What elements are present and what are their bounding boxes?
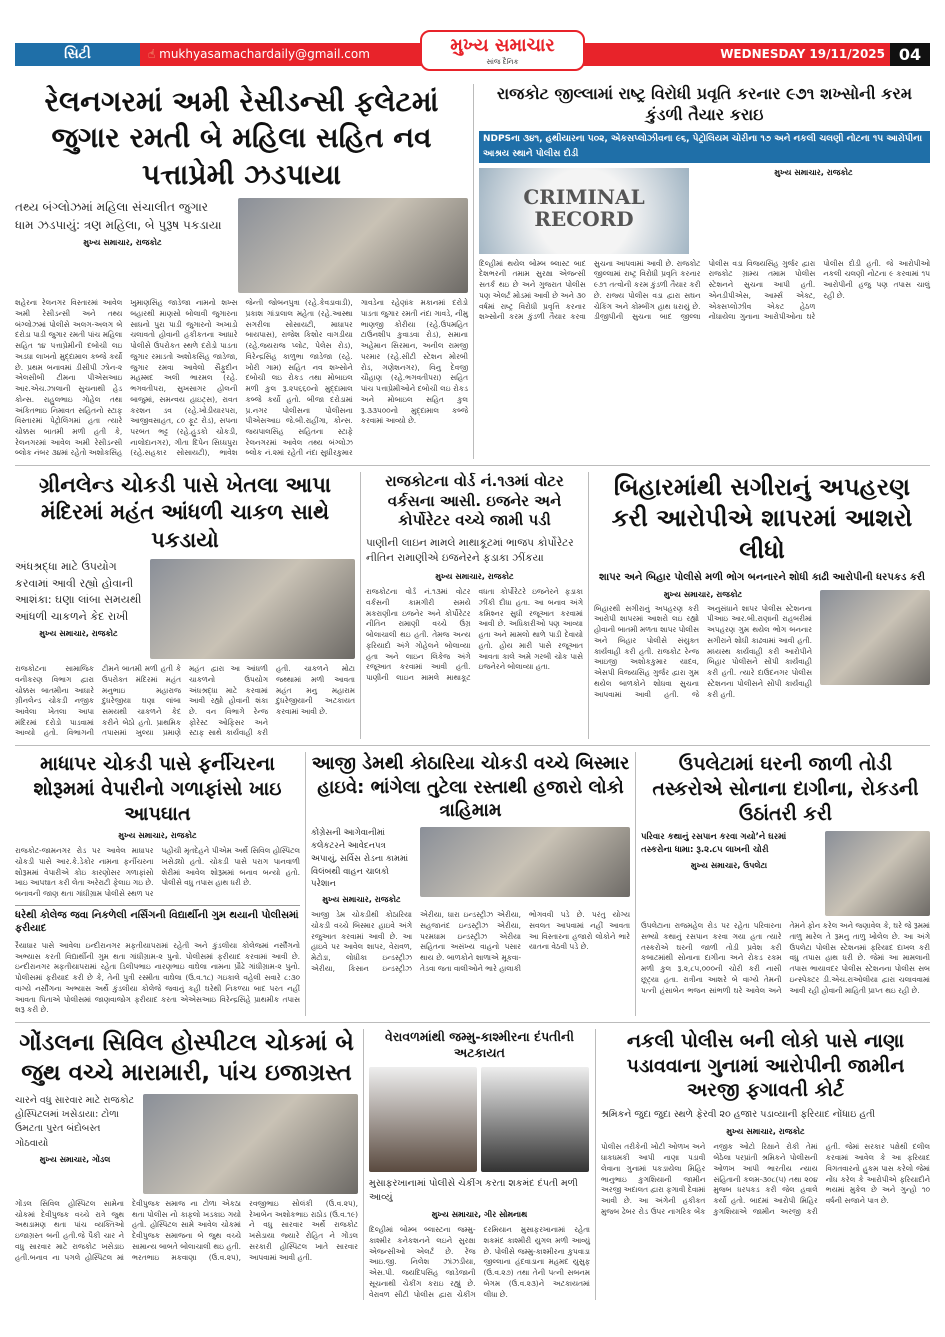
story-5-photo	[820, 590, 930, 685]
issue-date: WEDNESDAY 19/11/2025	[720, 47, 885, 61]
story-3-photo	[150, 559, 355, 659]
story-11-photo-1	[369, 1067, 477, 1172]
story-11	[363, 1029, 595, 1300]
story-9-headline: ઉપલેટામાં ઘરની જાળી તોડી તસ્કરોએ સોનાના દાગીના, રોકડની ઉઠાંતરી કરી	[652, 753, 919, 825]
story-2-subhead-bar: NDPSના ૩૪૧, હથીયારના ૫૦૨, એકસપ્લોઝીવના ૯૬, પેટ્રોલિયમ ચોરીના ૧૭ અને નકલી ચલણી નોટના ૧૫ આરોપીના આશ્રય સ્થાને પોલીસ દોડી	[479, 131, 930, 163]
story-12-deck: શ્રમિકને જુદા જુદા સ્થળે ફેરવી ૨૦ હજાર પડાવ્યાની ફરિયાદ નોંધાઇ હતી	[601, 1109, 876, 1121]
story-10-deck: ચારને વધુ સારવાર માટે રાજકોટ હોસ્પિટલમાં ખસેડાયા: ટોળા ઉમટતા પુરત બંદોબસ્ત ગોઠવાયો	[15, 1094, 135, 1149]
story-4-byline: મુખ્ય સમાચાર, રાજકોટ	[435, 572, 514, 582]
newspaper-logo	[420, 30, 585, 71]
story-8	[305, 752, 635, 1016]
story-8-photo	[420, 827, 630, 897]
story-6-body: રાજકોટ-જામનગર રોડ પર આવેલ માધાપર ચોકડી પાસે આર.કે.ડેકોર નામના ફર્નીચરના શોરૂમમાં વેપારીએ કોઇ કારણોસર ગળાફાંસો ખાઇ આપઘાત કરી લેતા અરેરાટી ફેલાઇ ગઇ છે. બનાવની જાણ થતા ગાંધીગ્રામ પોલીસે સ્થળ પર પહોંચી મૃતદેહને પીએમ અર્થે સિવિલ હોસ્પિટલ ખસેડ્યો હતો. ચોકડી પાસે પરાગ પાનવાળી શેરીમાં આવેલ શોરૂમમાં બનાવ બન્યો હતો. પોલીસે વધુ તપાસ હાથ ધરી છે.	[15, 846, 300, 899]
story-6-byline: મુખ્ય સમાચાર, રાજકોટ	[118, 831, 197, 841]
row-1	[15, 78, 930, 466]
story-7-body: રૈયાધાર પાસે આવેલા ઇન્દીરાનગર મફતીયાપરામાં રહેતી અને કુંડલીયા કોલેજમાં નર્સીંગનો અભ્યાસ કરતી વિદ્યાર્થીની ગુમ થતા ગાંધીગ્રામ-૨ પુનો. પોલીસમાં ફરીયાદ કરવામાં આવી છે. ઇન્દીરાનગર મફતીયાપરામાં રહેતા ડિલીપભાઇ નારણભાઇ વાઘેલા નામના પ્રૌઢે ગાંધીગ્રામ-૨ પુનો. પોલીસમાં ફરીયાદ કરી છે કે, તેની પુત્રી રસ્મીતા વાઘેલા (ઉ.વ.૧૮) ગઇકાલે વહેલી સવારે ૮:૩૦ વાગ્યે નર્સીંગના અભ્યાસ અર્થે કુંડલીયા કોલેજે જવાનું કહી ઘરેથી નિકળ્યા બાદ પરત નહીં આવતા પિતાએ પોલીસમાં જાણવાજોગ ફરીયાદ કરતા એએસઆઇ વિરેન્દ્રસિંહે પ્રાથમીક તપાસ શરૂ કરી છે.	[15, 940, 300, 1015]
criminal-record-image: CRIMINAL RECORD	[479, 168, 689, 254]
story-2	[473, 84, 930, 459]
story-11-deck: મુસાફરખાનામાં પોલીસે ચેકીંગ કરતા શકમંદ દંપતી મળી આવ્યું	[369, 1177, 578, 1203]
story-2-headline: રાજકોટ જીલ્લામાં રાષ્ટ્ર વિરોધી પ્રવૃતિ કરનાર ૯૭૧ શખ્સોની કરમ કુંડળી તૈયાર કરાઇ	[496, 84, 913, 124]
row-3	[15, 746, 930, 1023]
story-2-byline: મુખ્ય સમાચાર, રાજકોટ	[774, 167, 853, 177]
story-3-headline: ગ્રીનલેન્ડ ચોકડી પાસે ખેતલા આપા મંદિરમાં મહંત આંધળી ચાકળ સાથે પકડાયો	[38, 473, 332, 552]
story-10-byline: મુખ્ય સમાચાર, ગોંડલ	[39, 1154, 111, 1164]
story-8-deck: કોંગ્રેસની આગેવાનીમાં કલેકટરને આવેદનપત્ર અપાયું, સર્વિસ રોડના કામમાં વિલંબથી વાહન ચાલકો પરેશાન	[311, 828, 409, 890]
logo-text: મુખ્ય સમાચાર	[450, 35, 555, 56]
story-5-headline: બિહારમાંથી સગીરાનું અપહરણ કરી આરોપીએ શાપરમાં આશરો લીધો	[611, 473, 913, 564]
story-5-body: બિહારથી સગીરાનું અપહરણ કરી આરોપી શાપરમાં આશરો લઇ રહ્યો હોવાની બાતમી મળતા શાપર પોલીસ અને બિહાર પોલીસે સંયુક્ત કાર્યવાહી કરી હતી. રાજકોટ રેન્જ આઇજી અશોકકુમાર યાદવ, એસપી વિજયસિંહ ગુર્જર દ્વારા ગુમ થયેલ બાળકોને શોધવા સુચના આપવામાં આવી હતી. જે અનુસંધાને શાપર પોલીસ સ્ટેશનના પીઆઇ આર.બી.રાણાની રાહબરીમાં અપહરણ ગુમ થયેલ ભોગ બનનાર સગીરાને શોધી કાઢવામાં આવી હતી. મધ્યસ્થ કાર્યવાહી કરી આરોપીને બિહાર પોલીસને સોંપી કાર્યવાહી કરી હતી. ત્યારે દાઉદનગર પોલીસ સ્ટેશનના પોલીસને સોંપી કાર્યવાહી કરી હતી.	[594, 603, 812, 699]
story-1-headline: રેલનગરમાં અમી રેસીડન્સી ફલેટમાં જુગાર રમતી બે મહિલા સહિત નવ પત્તાપ્રેમી ઝડપાયા	[44, 85, 439, 191]
story-9	[635, 752, 930, 1016]
story-3-byline: મુખ્ય સમાચાર, રાજકોટ	[39, 629, 118, 639]
story-4-deck: પાણીની લાઇન મામલે માથાકૂટમાં ભાજપ કોર્પોરેટર નીતિન રામાણીએ ઇજનેરને ફડાકા ઝીંકયા	[366, 536, 574, 565]
story-5-deck: શાપર અને બિહાર પોલીસે મળી ભોગ બનનારને શોધી કાઢી આરોપીની ધરપકડ કરી	[599, 571, 925, 583]
story-8-byline: મુખ્ય સમાચાર, રાજકોટ	[322, 895, 401, 905]
story-11-body: દિલ્હીમાં બોમ્બ બ્લાસ્ટના જમ્મુ-કાશ્મીર કનેકશનને લઇને સુરક્ષા એજન્સીઓ એલર્ટ છે. રેંજ આઇ.જી. નિલેશ ઝાંઝડીયા, એસ.પી. જયદિપસિંહ જાડેજાની સૂચનાથી ચેકીંગ કરાઇ રહ્યું છે. વેરાવળ સીટી પોલીસ દ્વારા ચેકીંગ દરમિયાન મુસાફરખાનામાં રહેતા શકમંદ કાશ્મીરી યુગલ મળી આવ્યું છે. પોલીસે જમ્મુ-કાશ્મીરના કુપવાડા જીલ્લાના હંદવાડાના મહમદ યુસુફ (ઉ.વ.૨૭) તથા તેની પત્ની સબનમ બેગમ (ઉ.વ.૨૩)ને અટકાયતમાં લીધા છે.	[369, 1225, 590, 1299]
story-1	[15, 84, 473, 459]
story-9-photo	[825, 831, 930, 916]
story-4	[360, 472, 588, 739]
story-3-body: રાજકોટના સામાજિક વનીકરણ વિભાગ દ્વારા ચોક્કસ બાતમીના આધારે ગ્રીનલેન્ડ ચોકડી નજીક આવેલા ખેતલા આપા મંદિરમાં દરોડો પાડવામાં આવ્યો હતો. વિભાગની ટીમને બાતમી મળી હતી કે ઉપરોક્ત મંદિરમાં મહંત મનુભાઇ મહારાજ દુધરેજીયા ઘણા લાંબા સમયથી ચાકળને કેદ કરીને બેઠો હતો. પ્રાથમિક તપાસમાં ખુલ્યા પ્રમાણે મહંત દ્વારા આ આંધળી ચાકળનો ઉપયોગ અંધશ્રદ્ધા માટે કરવામાં આવી રહ્યો હોવાની શંકા છે. વન વિભાગે રેન્જ ફોરેસ્ટ ઓફિસર અને સ્ટાફ સાથે કાર્યવાહી કરી હતી. ચાકળને મોટા જથ્થામાં મળી આવતા મહંત મનુ મહારામ દુધરેજીયાની અટકાયત કરવામાં આવી છે.	[15, 664, 355, 738]
story-11-headline: વેરાવળમાંથી જમ્મુ-કાશ્મીરના દંપતીની અટકાયત	[385, 1029, 574, 1061]
story-1-deck: તથ્ય બંગ્લોઝમાં મહિલા સંચાલીત જુગાર ધામ ઝડપાયું: ત્રણ મહિલા, બે પુરૂષ પકડાયા	[15, 200, 222, 233]
story-6-column	[15, 752, 305, 1016]
row-2	[15, 466, 930, 746]
story-8-body: આજી ડેમ ચોકડીથી કોઠારિયા ચોકડી વચ્ચે બિસ્માર હાઇવે અંગે રજુઆત કરવામાં આવી છે. આ હાઇવે પર આવેલ શાપર, વેરાવળ, મેટોડા, લોધીકા ઇન્ડસ્ટ્રીઝ એરીયા, કિસાન ઇન્ડસ્ટ્રીઝ એરીયા, ધારા ઇન્ડસ્ટ્રીઝ એરીયા, સહજાનંદ ઇન્ડસ્ટ્રીઝ એરીયા, પરમધામ ઇન્ડસ્ટ્રીઝ એરીયા સહિતના અસંખ્ય વાહનો પસાર થાય છે. બાળકોને શાળાએ મૂકવા-તેડવા જતા વાલીઓને ભારે હાલાકી ભોગવવી પડે છે. પરંતુ યોગ્ય સવલત આપવામાં નહીં આવતા આ વિસ્તારના હજારો લોકોને ભારે યાતના વેઠવી પડે છે.	[311, 910, 630, 973]
story-9-deck: પરિવાર કથાનું રસપાન કરવા ગયો’ને ઘરમાં તસ્કરોના ધામા: રૂ.૨.૮૫ લાખની ચોરી	[641, 832, 787, 856]
story-5-byline: મુખ્ય સમાચાર, રાજકોટ	[663, 589, 743, 599]
story-12-headline: નકલી પોલીસ બની લોકો પાસે નાણા પડાવવાના ગુનામાં આરોપીની જામીન અરજી ફગાવતી કોર્ટ	[626, 1030, 905, 1102]
story-12-body: પોલીસ તરીકેની ખોટી ઓળખ અને ધાકધમકી આપી નાણા પડાવી લેવાના ગુનામાં પકડાયેલા મિહિર ભાનુભાઇ કુગશિયાની જામીન અરજી અદાલત દ્વારા ફગાવી દેવામાં આવી છે. આ અંગેની હકીકત મુજબ ઢેબર રોડ ઉપર નાગરિક બેંક નજીક ઓટો રિક્ષાને રોકી તેમાં બેઠેલા પરપ્રાંતી શ્રમિકને પોલીસની ઓળખ આપી ભારતીય ન્યાય સંહિતાની કલમ-૩૦૮(૫) તથા ૨૦૪ મુજબ ધરપકડ કરી જેલ હવાલે કર્યો હતો. બાદમાં આરોપી મિહિર કુગશિયાએ જામીન અરજી કરી હતી. જેમાં સરકાર પક્ષેથી દલીલ કરવામાં આવેલ કે આ ફરિયાદ વિગતવારનો હુકમ પાસ કરેલો જેમાં નોંધ કરેલ કે આરોપીએ ફરિયાદીને ભયમાં મુકેલ છે અને ગુન્હો ૧૦ વર્ષની સજાને પાત્ર છે.	[601, 1142, 930, 1216]
story-10-photo	[143, 1094, 358, 1194]
story-10-body: ગોંડલ સિવિલ હોસ્પિટલ સામેના ચોકમાં દેવીપુજક વચ્ચે રાત્રે જુથ અથડામણ થતા પાંચ વ્યક્તિઓ ઇજાગ્રસ્ત બની હતી.જે પૈકી ચાર ને વધુ સારવાર માટે રાજકોટ ખસેડાઇ હતી.બનાવ ના પગલે હોસ્પિટલ માં દેવીપુજક સમાજ ના ટોળા એકઠા થતા પોલીસ નો કાફલો ખડકાઇ ગયો હતો. હોસ્પિટલ સામે આવેલ ચોકમાં દેવીપુજક સમાજના બે જુથ વચ્ચે સામાન્ય બાબતે બોલાચાલી થઇ હતી. ભરતભાઇ મકવાણા (ઉ.વ.૨૫), રવજીભાઇ સોલંકી (ઉ.વ.૨૫), રેખાબેન અશોકભાઇ રાઠોડ (ઉ.વ.૧૯) ને વધુ સારવાર અર્થે રાજકોટ ખસેડાયા જ્યારે રોહિત ને ગોંડલ સરકારી હોસ્પિટલ ખાતે સારવાર આપવામાં આવી હતી.	[15, 1198, 358, 1262]
row-4	[15, 1023, 930, 1306]
story-11-byline: મુખ્ય સમાચાર, ગીર સોમનાથ	[431, 1210, 528, 1220]
story-4-body: રાજકોટના વોર્ડ નં.૧૩માં વોટર વર્કસની કામગીરી સમયે મકરાણીના ઇજનેર અને કોર્પોરેટર નીતિન રામાણી વચ્ચે ઉગ્ર બોલાચાલી થઇ હતી. તેમજ અન્ય ફરિયાદો અંગે ગોહેલને બોલાવ્યા હતા અને લાઇન લિકેજ અંગે રજૂઆત કરવામાં આવી હતી. પાણીની લાઇન મામલે માથાકૂટ વધતા કોર્પોરેટરે ઇજનેરને ફડાકા ઝીંકી દીધા હતા. આ બનાવ અંગે કમિશ્નર સુધી રજૂઆત કરવામાં આવી છે. અધિકારીઓ પણ આવ્યા હતા અને મામલો થાળે પાડી દેવાયો હતો. હોય મારી પાસે રજૂઆત આવતા કાલે અમે ગરબી ચોક પાસે ઇજનેરને બોલાવ્યા હતા.	[366, 587, 583, 683]
page-number: 04	[890, 43, 930, 66]
story-6-headline: માધાપર ચોકડી પાસે ફર્નીચરના શોરૂમમાં વેપારીનો ગળાફાંસો ખાઇ આપઘાત	[33, 753, 282, 825]
story-1-body: શહેરના રેલનગર વિસ્તારમાં આવેલ અમી રેસીડન્સી અને તથ્ય બંગ્લોઝમાં પોલીસે અલગ-અલગ બે દરોડા પાડી જુગાર રમતી પાંચ મહિલા સહિત ૧૪ પત્તાપ્રેમીની દબોચી લઇ અડધા લાખનો મુદ્દામાલ કબ્જે કર્યો છે. પ્રથમ બનાવમાં ડીસીપી ઝોન-૨ એલસીબી ટીમના પીએસઆઇ આર.એચ.ઝાલાની સુચનાથી હેડ કોન્સ. રાહુલભાઇ ગોહેલ તથા અંકિતભાઇ નિમાવત સહિતનો સ્ટાફ વિસ્તારમાં પેટ્રોલિંગમાં હતા ત્યારે ચોક્કસ બાતમી મળી હતી કે, રેલનગરમાં આવેલ અમી રેસીડન્સી બ્લોક નંબર ૩૪માં રહેતો અશોકસિંહ ખુમાણસિંહ જાડેજા નામનો શખ્સ બહારથી માણસો બોલાવી જુગારના સાધનો પુરા પાડી જુગારનો અખાડો ચલાવતો હોવાની હકીકતના આધારે પોલીસે ઉપરોકત સ્થળે દરોડો પાડતા જુગાર રમાડતો અશોકસિંહ જાડેજા, જુગાર રમવા આવેલો સૈફુદીન મહમ્મદ અલી ભારમલ (રહે. ભગવતીપરા, સુખસાગર હોલની બાજુમાં, સમન્વય હાઇટ્સ), રાવત કરશન ડવ (રહે.ખોડીયારપરા, આજીવસાહત, ૮૦ ફૂટ રોડ), સપના પરબત ભટ્ટ (રહે.હુડકો ચોકડી, નાલોદાનગર), ગીતા દિપેન સિધ્ધપુરા (રહે.સહકાર સોસાયટી), ભાવેશ જેન્તી જોબનપુત્રા (રહે.કેવડાવાડી), પ્રકાશ ગાંડાલાલ મહેતા (રહે.આસ્થા સગરીલા સોસાયટી, માધાપર બાયપાસ), રાજેશ કિશોર વાગડીયા (રહે.જયરાજ પ્લોટ, પેલેસ રોડ), વિરેન્દ્રસિંહ કાળુભા જાડેજા (રહે. ખોરી ગામ) સહિત નવ શખ્સોને દબોચી લઇ રોકડ તથા મોબાઇલ મળી કુલ રૂ.૨૫૬૬૦નો મુદ્દામાલ કબ્જે કર્યો હતો. બીજા દરોડામાં પ્ર.નગર પોલીસના પોલીસના પીએસઆઇ જે.બી.રાહીંગા, કોન્સ. જયપાલસિંહ સહિતના સ્ટાફે રેલનગરમાં આવેલ તથ્ય બંગ્લોઝ બ્લોક નં.૨માં રહેતી નંદા સુધીરકુમાર ગાવડેના રહેણાંક મકાનમાં દરોડો પાડતા જુગાર રમતી નંદા ગાવડે, નીમુ ભાણજી કોરીયા (રહે.ઉપમહિત ટાઉનશીપ કુવાડવા રોડ), સમાના અહેમાન સિરમાન, અનીલ રામજી પરમાર (રહે.સીટી સ્ટેશન મોરબી રોડ, ગણેશનગર), વિનુ દેવજી ચૌહાણ (રહે.ભગવતીપરા) સહિત પાંચ પત્તાપ્રેમીઓને દબોચી લઇ રોકડ અને મોબાઇલ સહિત કુલ રૂ.૩૩૫૦૦નો મુદ્દામાલ કબ્જે કરવામાં આવ્યો છે.	[15, 298, 468, 458]
story-3	[15, 472, 360, 739]
story-10-headline: ગોંડલના સિવિલ હોસ્પીટલ ચોકમાં બે જુથ વચ્ચે મારામારી, પાંચ ઇજાગ્રસ્ત	[19, 1030, 354, 1086]
masthead-email	[148, 43, 370, 66]
section-label: સિટી	[15, 43, 140, 66]
story-1-byline: મુખ્ય સમાચાર, રાજકોટ	[83, 238, 162, 248]
story-12-byline: મુખ્ય સમાચાર, રાજકોટ	[726, 1127, 805, 1137]
story-8-headline: આજી ડેમથી કોઠારિયા ચોકડી વચ્ચે બિસ્માર હાઇવે: ભાંગેલા તુટેલા રસ્તાથી હજારો લોકો ત્રાહિમામ	[311, 753, 630, 821]
story-4-headline: રાજકોટના વોર્ડ નં.૧૩માં વોટર વર્કસના આસી. ઇજનેર અને કોર્પોરેટર વચ્ચે જામી પડી	[385, 472, 564, 530]
story-5	[588, 472, 930, 739]
page-content	[15, 78, 930, 1306]
logo-tagline: સાંજ દૈનિક	[486, 58, 519, 66]
story-10	[15, 1029, 363, 1300]
story-9-body: ઉપલેટાના રાજમહેલ રોડ પર રહેતા પરિવારના સભ્યો કથાનું રસપાન કરવા ગયા હતા ત્યારે તસ્કરોએ ઘરની જાળી તોડી પ્રવેશ કરી કબાટમાંથી સોનાના દાગીના અને રોકડ રકમ મળી કુલ રૂ.૨,૮૫,૦૦૦ની ચોરી કરી નાસી છૂટ્યા હતા. રાત્રીના આશરે બે વાગ્યે તેમની પત્ની હંસાબેન ભજન સાંભળી ઘરે આવેલ અને તેમને ફોન કરેલ અને જણાવેલ કે, ઘરે જે રૂમમાં તાળુ મારેલ તે રૂમનુ તાળુ ખોલેલ છે. આ અંગે ઉપલેટા પોલીસ સ્ટેશનમાં ફરિયાદ દાખલ કરી વધુ તપાસ હાથ ધરી છે. જેમાં આ મામલાની તપાસ ભાયાવદર પોલીસ સ્ટેશનના પોલીસ સબ ઇન્સ્પેક્ટર ડી.એચ.રાઓલીયા દ્વારા ચલાવવામાં આવી રહી હોવાની માહિતી પ્રાપ્ત થઇ રહી છે.	[641, 921, 930, 995]
story-7-headline: ધરેથી કોલેજ જવા નિકળેલી નર્સિંગની વિદ્યાર્થીની ગુમ થયાની પોલીસમાં ફરીયાદ	[15, 905, 300, 936]
story-3-deck: અંધશ્રદ્ધા માટે ઉપયોગ કરવામાં આવી રહ્યો હોવાની આશંકા: ઘણા લાંબા સમયથી આંધળી ચાકળને કેદ રાખી	[15, 560, 142, 623]
email-text: mukhyasamachardaily@gmail.com	[159, 47, 370, 61]
story-12	[595, 1029, 930, 1300]
hand-icon: ☝	[148, 47, 156, 61]
story-11-photo-2	[481, 1067, 589, 1172]
story-2-body: દિલ્હીમાં થયેલ બોમ્બ બ્લાસ્ટ બાદ દેશભરની તમામ સુરક્ષા એજન્સી સતર્ક થઇ છે અને ગુજરાત પોલીસ પણ એલર્ટ મોડમાં આવી છે અને ૩૦ વર્ષમાં રાષ્ટ્ર વિરોધી પ્રવૃત્તિ કરનાર શખ્સોની કરમ કુંડળી તૈયાર કરવા સુચના આપવામાં આવી છે. રાજકોટ જીલ્લામાં રાષ્ટ્ર વિરોધી પ્રવૃતિ કરનાર ૯૭૧ તત્વોની કરમ કુંડળી તૈયાર કરી છે. રાજ્ય પોલીસ વડા દ્વારા સઘન ચેકિંગ અને કોમ્બીંગ હાથ ધરાયું છે. ડીજીપીની સુચના બાદ જીલ્લા પોલીસ વડા વિજયસિંહ ગુર્જર દ્વારા રાજકોટ ગ્રામ્ય તમામ પોલીસ સ્ટેશનને સુચના આપી હતી. એનડીપીએસ, આર્મ્સ એક્ટ, એક્સપ્લોઝીવ એકટ હેઠળ નોંધાયેલા ગુનાના આરોપીઓના ઘરે પોલીસ દોડી હતી. જે આરોપીઓ નકલી ચલણી નોટના ૯ કરવામાં ૧૫ આરોપીની હજુ પણ તપાસ ચાલું રહી છે.	[479, 258, 930, 322]
story-1-photo	[238, 198, 468, 293]
story-9-byline: મુખ્ય સમાચાર, ઉપલેટા	[690, 860, 768, 870]
